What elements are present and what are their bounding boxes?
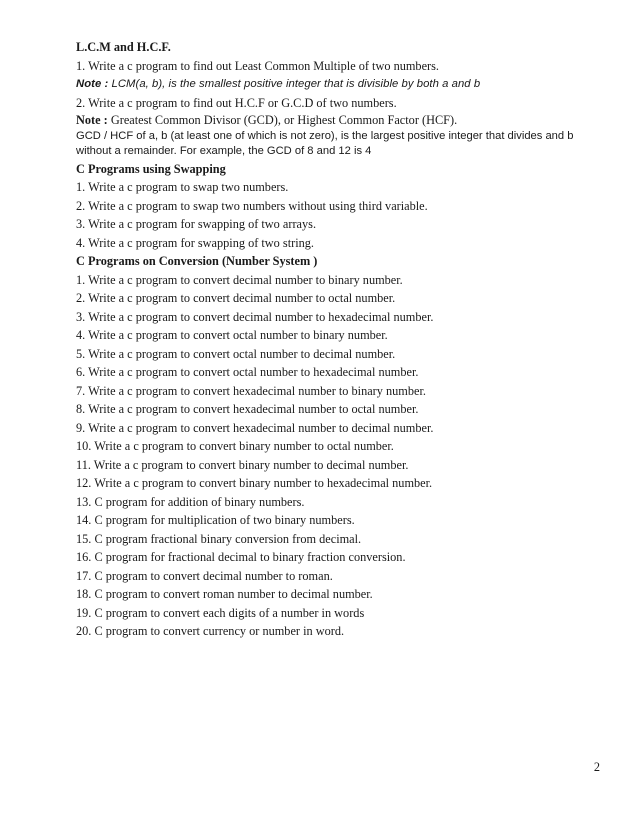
list-item: 9. Write a c program to convert hexadecimal number to decimal number.: [76, 420, 434, 435]
list-item: 4. Write a c program to convert octal number to binary number.: [76, 328, 388, 342]
section-heading-conversion: C Programs on Conversion (Number System ): [76, 254, 318, 268]
document-page: [76, 38, 606, 641]
list-item: 15. C program fractional binary conversion from decimal.: [76, 531, 362, 546]
list-item: 2. Write a c program to convert decimal number to octal number.: [76, 291, 396, 305]
list-item: 8. Write a c program to convert hexadecimal number to octal number.: [76, 402, 419, 416]
list-item: 18. C program to convert roman number to decimal number.: [76, 587, 373, 601]
note-text: Greatest Common Divisor (GCD), or Highest Common Factor (HCF).: [107, 113, 458, 127]
note-gcd-line: without a remainder. For example, the GCD of 8 and 12 is 4: [76, 145, 372, 157]
list-item: 2. Write a c program to find out H.C.F or G.C.D of two numbers.: [76, 95, 397, 110]
list-item: 13. C program for addition of binary numbers.: [76, 494, 305, 509]
list-item: 5. Write a c program to convert octal number to decimal number.: [76, 346, 396, 361]
list-item: 19. C program to convert each digits of a number in words: [76, 605, 365, 620]
list-item: 1. Write a c program to convert decimal number to binary number.: [76, 272, 403, 287]
list-item: 16. C program for fractional decimal to binary fraction conversion.: [76, 550, 406, 564]
section-heading-swapping: C Programs using Swapping: [76, 161, 226, 176]
note-gcd-line: GCD / HCF of a, b (at least one of which is not zero), is the largest positive integer that divides and b: [76, 129, 574, 142]
list-item: 7. Write a c program to convert hexadecimal number to binary number.: [76, 383, 426, 398]
note-label: Note :: [76, 113, 108, 127]
list-item: 17. C program to convert decimal number to roman.: [76, 568, 333, 583]
list-item: 3. Write a c program for swapping of two arrays.: [76, 217, 317, 231]
list-item: 12. Write a c program to convert binary number to hexadecimal number.: [76, 476, 433, 490]
list-item: 10. Write a c program to convert binary number to octal number.: [76, 439, 394, 453]
note-text: LCM(a, b), is the smallest positive integer that is divisible by both a and b: [108, 78, 481, 90]
note-label: Note :: [76, 78, 109, 90]
list-item: 1. Write a c program to find out Least Common Multiple of two numbers.: [76, 58, 439, 73]
list-item: 2. Write a c program to swap two numbers without using third variable.: [76, 198, 428, 213]
page-number: 2: [593, 760, 600, 774]
list-item: 6. Write a c program to convert octal number to hexadecimal number.: [76, 365, 419, 379]
list-item: 1. Write a c program to swap two numbers.: [76, 180, 289, 194]
section-heading-lcm: L.C.M and H.C.F.: [76, 40, 171, 54]
list-item: 11. Write a c program to convert binary number to decimal number.: [76, 457, 409, 472]
list-item: 20. C program to convert currency or number in word.: [76, 624, 345, 638]
list-item: 4. Write a c program for swapping of two string.: [76, 235, 314, 250]
note-gcd: [76, 112, 606, 129]
list-item: 3. Write a c program to convert decimal number to hexadecimal number.: [76, 309, 434, 324]
list-item: 14. C program for multiplication of two binary numbers.: [76, 513, 355, 527]
note-lcm: [76, 75, 606, 94]
